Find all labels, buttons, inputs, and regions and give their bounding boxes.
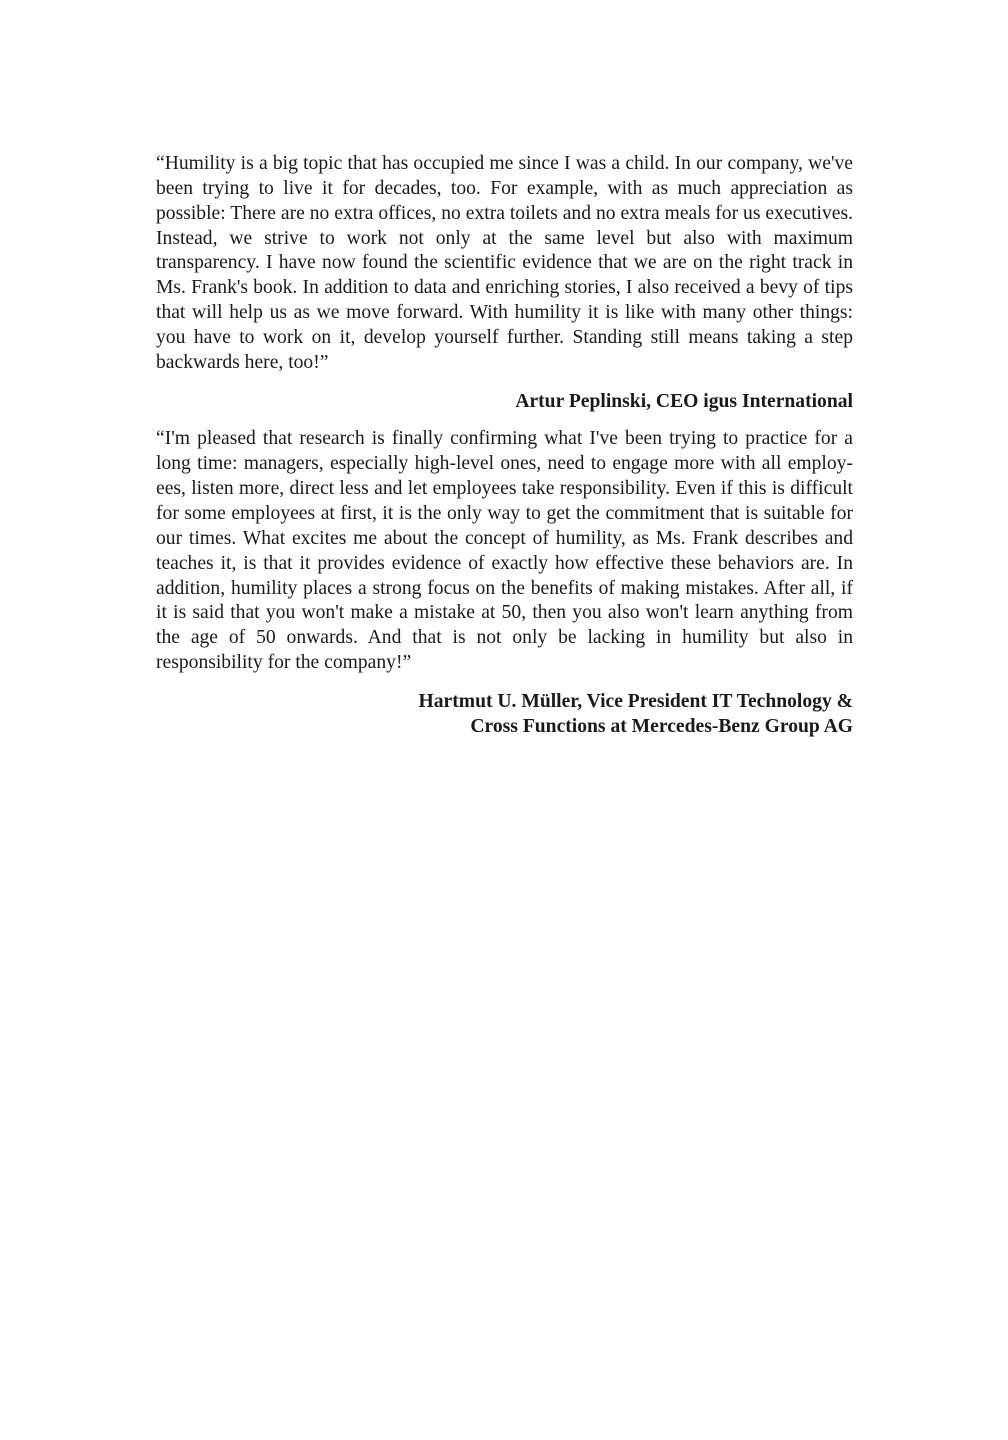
attribution-line: Cross Functions at Mercedes-Benz Group AG (470, 715, 853, 737)
attribution-line: Hartmut U. Müller, Vice President IT Technology & (418, 690, 853, 712)
testimonial-quote-2: “I'm pleased that research is finally confirming what I've been trying to practice for a long time: managers, especially high-level ones, need to engage more with all employees, listen more, direct less and let employees take responsibility. Even if this is difficult for some employees at first, it is the only way to get the commitment that is suitable for our times. What excites me about the concept of humility, as Ms. Frank describes and teaches it, is that it provides evidence of exactly how effective these behaviors are. In addition, humility places a strong focus on the benefits of making mistakes. After all, if it is said that you won't make a mistake at 50, then you also won't learn anything from the age of 50 onwards. And that is not only be lacking in humility but also in responsibility for the company!” (156, 428, 853, 674)
testimonial-attribution-1 (156, 390, 853, 415)
testimonial-quote-1: “Humility is a big topic that has occupied me since I was a child. In our company, we've been trying to live it for decades, too. For example, with as much appreciation as possible: There are no extra offices, no extra toilets and no extra meals for us executives. Instead, we strive to work not only at the same level but also with maximum transparency. I have now found the scientific evidence that we are on the right track in Ms. Frank's book. In addition to data and enriching stories, I also received a bevy of tips that will help us as we move forward. With humility it is like with many other things: you have to work on it, develop yourself further. Standing still means taking a step backwards here, too!” (156, 153, 853, 373)
attribution-line: Artur Peplinski, CEO igus International (515, 390, 853, 412)
testimonial-attribution-2 (156, 690, 853, 740)
testimonials-section (156, 152, 853, 740)
